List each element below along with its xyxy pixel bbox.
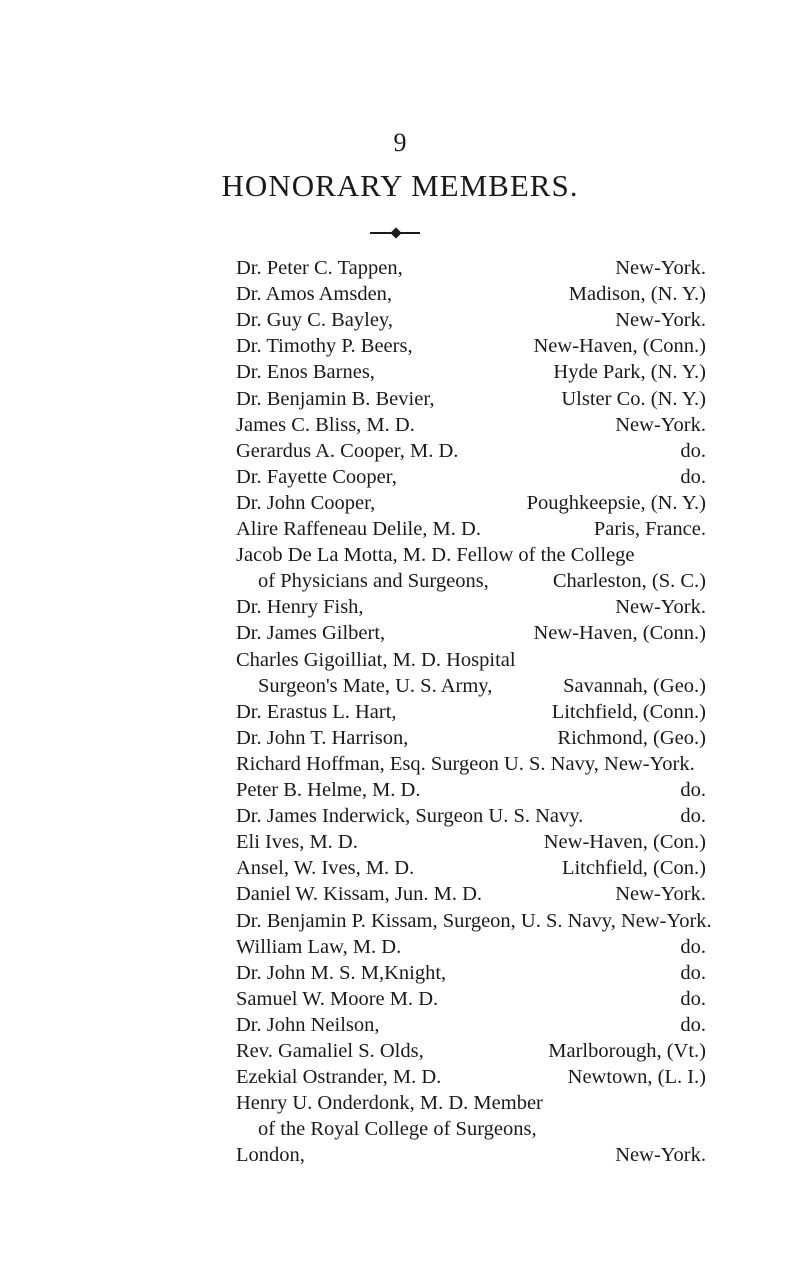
member-name: Eli Ives, M. D.: [236, 831, 358, 854]
member-place: do.: [680, 987, 706, 1010]
member-place: New-Haven, (Con.): [543, 831, 706, 854]
member-name: Dr. Benjamin P. Kissam, Surgeon, U. S. Navy, New-York.: [236, 909, 712, 932]
member-place: New-York.: [615, 883, 706, 906]
member-name: Dr. John M. S. M,Knight,: [236, 961, 447, 984]
member-place: Charleston, (S. C.): [552, 570, 706, 593]
list-item: [236, 281, 706, 307]
member-name: Dr. Erastus L. Hart,: [236, 700, 397, 723]
list-item: [236, 307, 706, 333]
member-place: do.: [680, 779, 706, 801]
member-name: Dr. Benjamin B. Bevier,: [236, 387, 435, 410]
list-item: [236, 255, 706, 281]
member-place: Hyde Park, (N. Y.): [553, 361, 706, 384]
list-item: [236, 647, 706, 673]
member-place: Paris, France.: [593, 518, 706, 540]
page-number: 9: [393, 128, 407, 157]
member-place: do.: [680, 961, 706, 984]
list-item: [236, 594, 706, 620]
member-place: New-York.: [615, 413, 706, 436]
member-name: Daniel W. Kissam, Jun. M. D.: [236, 883, 482, 906]
member-name: Dr. Timothy P. Beers,: [236, 335, 413, 358]
member-name: Dr. Guy C. Bayley,: [236, 309, 393, 332]
member-place: do.: [680, 935, 706, 958]
list-item: [236, 490, 706, 516]
list-item: [236, 725, 706, 751]
member-name: Dr. Fayette Cooper,: [236, 465, 397, 488]
list-item: [236, 1090, 706, 1116]
member-place: Marlborough, (Vt.): [548, 1040, 706, 1062]
member-name: Gerardus A. Cooper, M. D.: [236, 439, 459, 462]
list-item: [236, 777, 706, 803]
list-item: [236, 1116, 706, 1142]
member-place: Savannah, (Geo.): [563, 674, 706, 697]
member-place: New-York.: [615, 596, 706, 619]
member-name: Dr. Enos Barnes,: [236, 361, 375, 384]
member-name: Dr. John Cooper,: [236, 491, 376, 514]
list-item: [236, 803, 706, 829]
list-item: [236, 412, 706, 438]
member-name: Dr. James Inderwick, Surgeon U. S. Navy.: [236, 805, 584, 828]
diamond-icon: [390, 227, 401, 238]
member-name: London,: [236, 1144, 305, 1167]
list-item: [236, 568, 706, 594]
list-item: [236, 516, 706, 542]
member-place: do.: [680, 1013, 706, 1036]
list-item: [236, 881, 706, 907]
member-place: Litchfield, (Conn.): [551, 700, 706, 723]
member-name: Peter B. Helme, M. D.: [236, 779, 421, 801]
list-item: [236, 1064, 706, 1090]
member-name: Rev. Gamaliel S. Olds,: [236, 1040, 424, 1062]
list-item: [236, 855, 706, 881]
member-place: Litchfield, (Con.): [561, 857, 706, 880]
ornament-divider: [370, 228, 420, 238]
list-item: [236, 1142, 706, 1168]
member-name: Dr. John Neilson,: [236, 1013, 380, 1036]
list-item: [236, 986, 706, 1012]
list-item: [236, 464, 706, 490]
member-place: do.: [680, 465, 706, 488]
member-place: New-York.: [615, 1144, 706, 1167]
member-place: do.: [680, 439, 706, 462]
member-place: do.: [680, 805, 706, 828]
member-name: Dr. Henry Fish,: [236, 596, 364, 619]
member-name: Henry U. Onderdonk, M. D. Member: [236, 1092, 543, 1115]
list-item: [236, 934, 706, 960]
list-item: [236, 620, 706, 646]
member-place: Madison, (N. Y.): [568, 283, 706, 306]
list-item: [236, 359, 706, 385]
list-item: [236, 829, 706, 855]
list-item: [236, 908, 712, 934]
member-place: Ulster Co. (N. Y.): [561, 387, 706, 410]
member-name: of the Royal College of Surgeons,: [258, 1118, 537, 1141]
list-item: [236, 333, 706, 359]
list-item: [236, 438, 706, 464]
member-name: William Law, M. D.: [236, 935, 402, 958]
member-name: Dr. Amos Amsden,: [236, 283, 393, 306]
members-list: [0, 255, 800, 1255]
member-name: James C. Bliss, M. D.: [236, 413, 415, 436]
member-name: Charles Gigoilliat, M. D. Hospital: [236, 648, 516, 671]
list-item: [236, 699, 706, 725]
member-name: Dr. Peter C. Tappen,: [236, 257, 403, 279]
member-name: Alire Raffeneau Delile, M. D.: [236, 518, 481, 540]
member-name: Samuel W. Moore M. D.: [236, 987, 439, 1010]
list-item: [236, 673, 706, 699]
list-item: [236, 751, 706, 777]
member-place: New-York.: [615, 257, 706, 279]
list-item: [236, 960, 706, 986]
member-place: Richmond, (Geo.): [557, 726, 706, 749]
list-item: [236, 542, 706, 568]
list-item: [236, 1012, 706, 1038]
member-name: Dr. James Gilbert,: [236, 622, 386, 645]
member-place: New-York.: [615, 309, 706, 332]
member-name: of Physicians and Surgeons,: [258, 570, 489, 593]
list-item: [236, 1038, 706, 1064]
member-place: New-Haven, (Conn.): [533, 622, 706, 645]
member-name: Ansel, W. Ives, M. D.: [236, 857, 415, 880]
member-name: Richard Hoffman, Esq. Surgeon U. S. Navy, New-York.: [236, 752, 695, 775]
list-item: [236, 386, 706, 412]
member-name: Jacob De La Motta, M. D. Fellow of the College: [236, 544, 635, 567]
member-place: Poughkeepsie, (N. Y.): [526, 491, 706, 514]
member-place: Newtown, (L. I.): [567, 1066, 706, 1089]
page-title: HONORARY MEMBERS.: [221, 168, 579, 203]
member-name: Surgeon's Mate, U. S. Army,: [258, 674, 493, 697]
member-place: New-Haven, (Conn.): [533, 335, 706, 358]
member-name: Dr. John T. Harrison,: [236, 726, 409, 749]
member-name: Ezekial Ostrander, M. D.: [236, 1066, 442, 1089]
